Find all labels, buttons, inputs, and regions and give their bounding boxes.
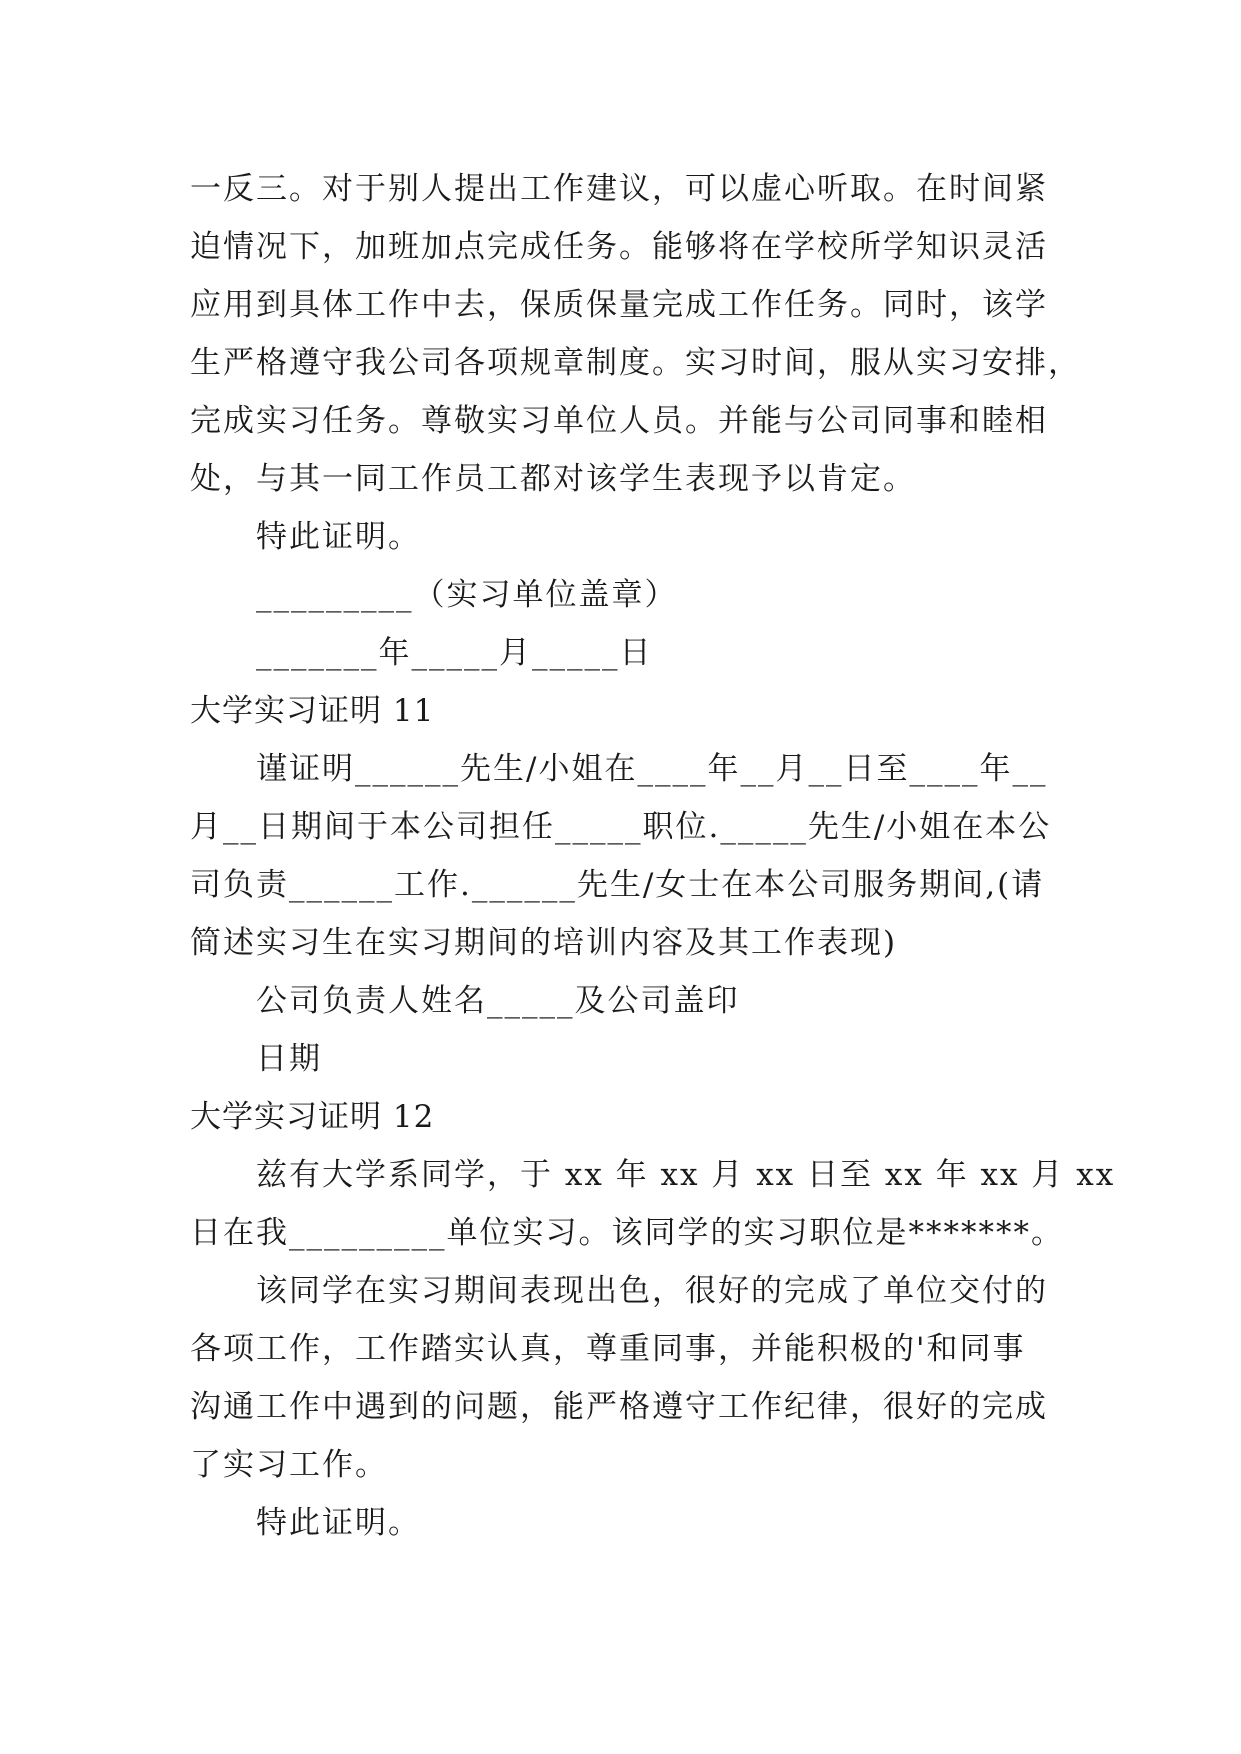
body-line: 迫情况下，加班加点完成任务。能够将在学校所学知识灵活 [190, 229, 1048, 265]
section-title: 大学实习证明 11 [190, 693, 435, 729]
body-line: 生严格遵守我公司各项规章制度。实习时间，服从实习安排， [190, 345, 1081, 381]
body-line: 沟通工作中遇到的问题，能严格遵守工作纪律，很好的完成 [190, 1389, 1048, 1425]
date-line: _______年_____月_____日 [256, 635, 653, 671]
body-line: 处，与其一同工作员工都对该学生表现予以肯定。 [190, 461, 916, 497]
body-line: 司负责______工作.______先生/女士在本公司服务期间,(请 [190, 867, 1045, 903]
closing-statement: 特此证明。 [256, 1505, 421, 1541]
date-label: 日期 [256, 1041, 322, 1077]
body-line: 月__日期间于本公司担任_____职位._____先生/小姐在本公 [190, 809, 1052, 845]
body-line: 兹有大学系同学，于 xx 年 xx 月 xx 日至 xx 年 xx 月 xx [256, 1157, 1116, 1193]
closing-statement: 特此证明。 [256, 519, 421, 555]
body-line: 谨证明______先生/小姐在____年__月__日至____年__ [256, 751, 1048, 787]
section-title: 大学实习证明 12 [190, 1099, 435, 1135]
body-line: 日在我_________单位实习。该同学的实习职位是*******。 [190, 1215, 1064, 1251]
body-line: 完成实习任务。尊敬实习单位人员。并能与公司同事和睦相 [190, 403, 1048, 439]
body-line: 简述实习生在实习期间的培训内容及其工作表现) [190, 925, 898, 961]
body-line: 各项工作，工作踏实认真，尊重同事，并能积极的'和同事 [190, 1331, 1026, 1367]
section-previous [190, 160, 1081, 682]
document-page [190, 160, 1116, 1552]
signature-line: 公司负责人姓名_____及公司盖印 [256, 983, 740, 1019]
body-line: 一反三。对于别人提出工作建议，可以虚心听取。在时间紧 [190, 171, 1048, 207]
section-11 [190, 682, 1060, 1088]
body-line: 应用到具体工作中去，保质保量完成工作任务。同时，该学 [190, 287, 1048, 323]
body-line: 该同学在实习期间表现出色，很好的完成了单位交付的 [256, 1273, 1048, 1309]
section-12 [190, 1088, 1116, 1552]
seal-line: _________（实习单位盖章） [256, 577, 678, 613]
body-line: 了实习工作。 [190, 1447, 388, 1483]
